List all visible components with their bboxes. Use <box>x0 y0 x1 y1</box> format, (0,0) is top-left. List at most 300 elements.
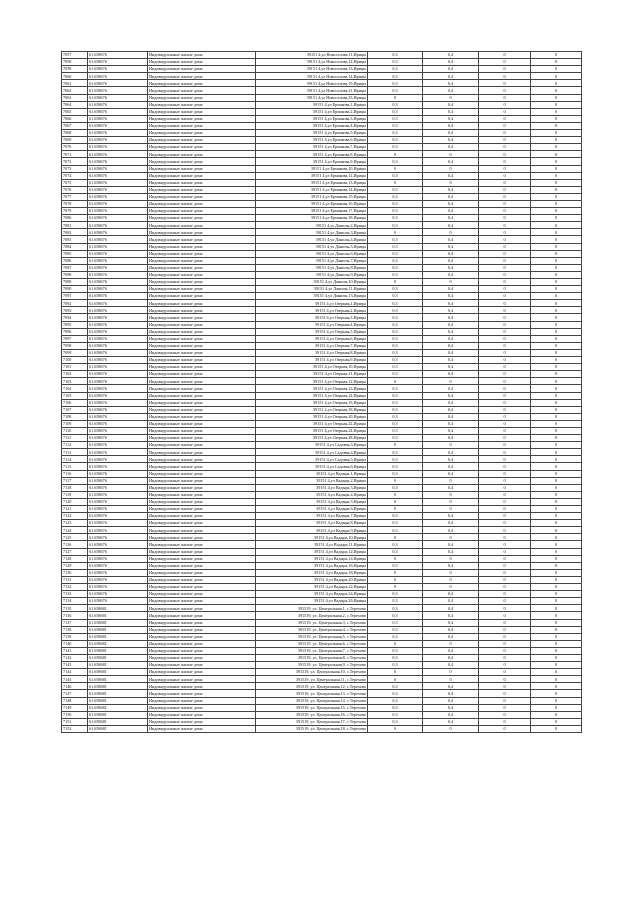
value-3-cell: 0 <box>479 137 531 144</box>
table-row <box>62 342 582 349</box>
address-cell: 39151 4,ул Ермакова,16,Ирицы <box>256 200 368 207</box>
building-type-cell: Индивидуальные жилые дома <box>148 491 256 498</box>
building-type-cell: Индивидуальные жилые дома <box>148 619 256 626</box>
value-3-cell: 0 <box>479 349 531 356</box>
code-cell: 61.658676 <box>88 101 148 108</box>
value-1-cell: 0,3 <box>368 463 423 470</box>
table-row <box>62 349 582 356</box>
building-type-cell: Индивидуальные жилые дома <box>148 534 256 541</box>
value-2-cell: 0,4 <box>423 314 479 321</box>
value-2-cell: 0,4 <box>423 80 479 87</box>
code-cell: 61.658676 <box>88 137 148 144</box>
value-2-cell: 0,4 <box>423 427 479 434</box>
building-type-cell: Индивидуальные жилые дома <box>148 250 256 257</box>
code-cell: 61.658676 <box>88 200 148 207</box>
value-4-cell: 0 <box>531 569 582 576</box>
address-cell: 39151 4,ул Озерная,5,Ирицы <box>256 328 368 335</box>
value-2-cell: 0,4 <box>423 144 479 151</box>
value-3-cell: 0 <box>479 165 531 172</box>
value-2-cell: 0,4 <box>423 108 479 115</box>
row-number-cell: 7127 <box>62 548 88 555</box>
address-cell: 39151 4,ул Озерная,9,Ирицы <box>256 357 368 364</box>
value-2-cell: 0,4 <box>423 87 479 94</box>
row-number-cell: 7094 <box>62 314 88 321</box>
value-1-cell: 0,3 <box>368 683 423 690</box>
value-1-cell: 0,3 <box>368 527 423 534</box>
code-cell: 61.658676 <box>88 555 148 562</box>
code-cell: 61.658676 <box>88 420 148 427</box>
code-cell: 61.658676 <box>88 328 148 335</box>
value-2-cell: 0,4 <box>423 541 479 548</box>
value-4-cell: 0 <box>531 222 582 229</box>
value-3-cell: 0 <box>479 555 531 562</box>
code-cell: 61.658676 <box>88 342 148 349</box>
value-3-cell: 0 <box>479 66 531 73</box>
building-type-cell: Индивидуальные жилые дома <box>148 640 256 647</box>
value-3-cell: 0 <box>479 527 531 534</box>
row-number-cell: 7062 <box>62 87 88 94</box>
row-number-cell: 7089 <box>62 279 88 286</box>
code-cell: 61.658676 <box>88 122 148 129</box>
address-cell: 39151 4,ул Данилы,11,Ирицы <box>256 286 368 293</box>
value-4-cell: 0 <box>531 562 582 569</box>
value-4-cell: 0 <box>531 619 582 626</box>
code-cell: 61.658676 <box>88 66 148 73</box>
row-number-cell: 7140 <box>62 640 88 647</box>
value-2-cell: 0,4 <box>423 690 479 697</box>
value-3-cell: 0 <box>479 435 531 442</box>
value-4-cell: 0 <box>531 484 582 491</box>
building-type-cell: Индивидуальные жилые дома <box>148 300 256 307</box>
table-row <box>62 335 582 342</box>
building-type-cell: Индивидуальные жилые дома <box>148 420 256 427</box>
row-number-cell: 7079 <box>62 208 88 215</box>
value-4-cell: 0 <box>531 165 582 172</box>
value-4-cell: 0 <box>531 66 582 73</box>
row-number-cell: 7124 <box>62 527 88 534</box>
value-4-cell: 0 <box>531 449 582 456</box>
row-number-cell: 7152 <box>62 725 88 732</box>
building-type-cell: Индивидуальные жилые дома <box>148 87 256 94</box>
value-4-cell: 0 <box>531 506 582 513</box>
value-4-cell: 0 <box>531 186 582 193</box>
address-cell: 39151 4,ул Вадыра,12,Ирицы <box>256 548 368 555</box>
value-1-cell: 0,3 <box>368 250 423 257</box>
address-cell: 39151 4,ул Ермакова,7,Ирицы <box>256 144 368 151</box>
address-cell: 391519, ул. Центральная,11, с.Терехово <box>256 676 368 683</box>
value-4-cell: 0 <box>531 328 582 335</box>
row-number-cell: 7122 <box>62 513 88 520</box>
value-4-cell: 0 <box>531 456 582 463</box>
table-row <box>62 619 582 626</box>
row-number-cell: 7066 <box>62 115 88 122</box>
building-type-cell: Индивидуальные жилые дома <box>148 633 256 640</box>
code-cell: 61.658681 <box>88 697 148 704</box>
table-row <box>62 491 582 498</box>
value-3-cell: 0 <box>479 484 531 491</box>
value-1-cell: 0,3 <box>368 342 423 349</box>
value-1-cell: 0 <box>368 165 423 172</box>
address-cell: 39151 4,ул Новоселова,21,Ирицы <box>256 87 368 94</box>
value-1-cell: 0,3 <box>368 300 423 307</box>
value-2-cell: 0 <box>423 569 479 576</box>
value-2-cell: 0,4 <box>423 591 479 598</box>
row-number-cell: 7123 <box>62 520 88 527</box>
value-2-cell: 0,4 <box>423 683 479 690</box>
building-type-cell: Индивидуальные жилые дома <box>148 52 256 59</box>
code-cell: 61.658676 <box>88 399 148 406</box>
value-4-cell: 0 <box>531 463 582 470</box>
register-table <box>61 51 582 733</box>
table-row <box>62 647 582 654</box>
row-number-cell: 7110 <box>62 427 88 434</box>
row-number-cell: 7077 <box>62 193 88 200</box>
value-4-cell: 0 <box>531 683 582 690</box>
value-4-cell: 0 <box>531 704 582 711</box>
row-number-cell: 7085 <box>62 250 88 257</box>
value-3-cell: 0 <box>479 534 531 541</box>
building-type-cell: Индивидуальные жилые дома <box>148 158 256 165</box>
row-number-cell: 7119 <box>62 491 88 498</box>
value-3-cell: 0 <box>479 420 531 427</box>
value-3-cell: 0 <box>479 513 531 520</box>
row-number-cell: 7063 <box>62 94 88 101</box>
building-type-cell: Индивидуальные жилые дома <box>148 399 256 406</box>
table-row <box>62 130 582 137</box>
value-4-cell: 0 <box>531 236 582 243</box>
value-3-cell: 0 <box>479 626 531 633</box>
building-type-cell: Индивидуальные жилые дома <box>148 371 256 378</box>
code-cell: 61.658676 <box>88 456 148 463</box>
value-2-cell: 0,4 <box>423 704 479 711</box>
address-cell: 39151 4,ул Озерная,3,Ирицы <box>256 314 368 321</box>
code-cell: 61.658681 <box>88 633 148 640</box>
value-4-cell: 0 <box>531 534 582 541</box>
register-rows <box>62 52 582 733</box>
row-number-cell: 7057 <box>62 52 88 59</box>
code-cell: 61.658676 <box>88 598 148 605</box>
value-4-cell: 0 <box>531 413 582 420</box>
code-cell: 61.658676 <box>88 449 148 456</box>
value-2-cell: 0,4 <box>423 626 479 633</box>
address-cell: 39151 4,ул Озерная,6,Ирицы <box>256 335 368 342</box>
value-3-cell: 0 <box>479 683 531 690</box>
value-4-cell: 0 <box>531 286 582 293</box>
row-number-cell: 7113 <box>62 449 88 456</box>
value-3-cell: 0 <box>479 236 531 243</box>
value-1-cell: 0,3 <box>368 513 423 520</box>
value-4-cell: 0 <box>531 158 582 165</box>
value-4-cell: 0 <box>531 491 582 498</box>
value-1-cell: 0,3 <box>368 548 423 555</box>
value-1-cell: 0,3 <box>368 427 423 434</box>
value-2-cell: 0,4 <box>423 385 479 392</box>
table-row <box>62 364 582 371</box>
value-3-cell: 0 <box>479 115 531 122</box>
value-4-cell: 0 <box>531 527 582 534</box>
address-cell: 39151 4,ул Ермакова,1,Ирицы <box>256 101 368 108</box>
value-3-cell: 0 <box>479 300 531 307</box>
building-type-cell: Индивидуальные жилые дома <box>148 208 256 215</box>
value-4-cell: 0 <box>531 215 582 222</box>
value-1-cell: 0,3 <box>368 654 423 661</box>
value-2-cell: 0,4 <box>423 186 479 193</box>
row-number-cell: 7102 <box>62 371 88 378</box>
address-cell: 39151 4,ул Данилы,10,Ирицы <box>256 279 368 286</box>
value-2-cell: 0,4 <box>423 215 479 222</box>
value-4-cell: 0 <box>531 193 582 200</box>
value-1-cell: 0 <box>368 491 423 498</box>
value-3-cell: 0 <box>479 122 531 129</box>
value-1-cell: 0 <box>368 498 423 505</box>
code-cell: 61.658676 <box>88 314 148 321</box>
table-row <box>62 399 582 406</box>
row-number-cell: 7139 <box>62 633 88 640</box>
value-2-cell: 0,4 <box>423 321 479 328</box>
code-cell: 61.658676 <box>88 435 148 442</box>
code-cell: 61.658676 <box>88 73 148 80</box>
row-number-cell: 7091 <box>62 293 88 300</box>
value-3-cell: 0 <box>479 271 531 278</box>
building-type-cell: Индивидуальные жилые дома <box>148 555 256 562</box>
code-cell: 61.658681 <box>88 704 148 711</box>
code-cell: 61.658676 <box>88 427 148 434</box>
value-1-cell: 0,3 <box>368 200 423 207</box>
value-2-cell: 0,4 <box>423 250 479 257</box>
table-row <box>62 506 582 513</box>
table-row <box>62 711 582 718</box>
value-3-cell: 0 <box>479 144 531 151</box>
row-number-cell: 7075 <box>62 179 88 186</box>
code-cell: 61.658676 <box>88 59 148 66</box>
address-cell: 391519, ул. Центральная,12, с.Терехово <box>256 683 368 690</box>
value-2-cell: 0,4 <box>423 293 479 300</box>
table-row <box>62 420 582 427</box>
address-cell: 391519, ул. Центральная,10, с.Терехово <box>256 669 368 676</box>
building-type-cell: Индивидуальные жилые дома <box>148 711 256 718</box>
value-2-cell: 0,4 <box>423 392 479 399</box>
value-4-cell: 0 <box>531 179 582 186</box>
building-type-cell: Индивидуальные жилые дома <box>148 612 256 619</box>
address-cell: 39151 4,ул Данилы,2,Ирицы <box>256 222 368 229</box>
value-3-cell: 0 <box>479 598 531 605</box>
row-number-cell: 7099 <box>62 349 88 356</box>
address-cell: 39151 4,ул Вадыра,7,Ирицы <box>256 513 368 520</box>
row-number-cell: 7093 <box>62 307 88 314</box>
value-2-cell: 0,4 <box>423 349 479 356</box>
table-row <box>62 576 582 583</box>
value-1-cell: 0 <box>368 669 423 676</box>
value-1-cell: 0 <box>368 584 423 591</box>
code-cell: 61.658676 <box>88 470 148 477</box>
code-cell: 61.658676 <box>88 591 148 598</box>
value-3-cell: 0 <box>479 576 531 583</box>
address-cell: 391519, ул. Центральная,15, с.Терехово <box>256 704 368 711</box>
building-type-cell: Индивидуальные жилые дома <box>148 80 256 87</box>
value-2-cell: 0,4 <box>423 172 479 179</box>
value-3-cell: 0 <box>479 229 531 236</box>
table-row <box>62 584 582 591</box>
value-1-cell: 0 <box>368 179 423 186</box>
value-3-cell: 0 <box>479 264 531 271</box>
table-row <box>62 215 582 222</box>
code-cell: 61.658676 <box>88 548 148 555</box>
building-type-cell: Индивидуальные жилые дома <box>148 584 256 591</box>
value-1-cell: 0,3 <box>368 357 423 364</box>
row-number-cell: 7101 <box>62 364 88 371</box>
value-4-cell: 0 <box>531 321 582 328</box>
code-cell: 61.658676 <box>88 94 148 101</box>
table-row <box>62 541 582 548</box>
value-2-cell: 0,4 <box>423 357 479 364</box>
value-2-cell: 0,4 <box>423 59 479 66</box>
value-2-cell: 0 <box>423 179 479 186</box>
row-number-cell: 7141 <box>62 647 88 654</box>
table-row <box>62 307 582 314</box>
building-type-cell: Индивидуальные жилые дома <box>148 520 256 527</box>
address-cell: 391519, ул. Центральная,4, с.Терехово <box>256 626 368 633</box>
value-1-cell: 0 <box>368 569 423 576</box>
table-row <box>62 640 582 647</box>
address-cell: 39151 4,ул Садовая,4,Ирицы <box>256 449 368 456</box>
building-type-cell: Индивидуальные жилые дома <box>148 101 256 108</box>
code-cell: 61.658676 <box>88 165 148 172</box>
table-row <box>62 633 582 640</box>
address-cell: 39151 4,ул Озерная,8,Ирицы <box>256 349 368 356</box>
table-row <box>62 569 582 576</box>
code-cell: 61.658676 <box>88 562 148 569</box>
address-cell: 391519, ул. Центральная,13, с.Терехово <box>256 690 368 697</box>
value-4-cell: 0 <box>531 307 582 314</box>
table-row <box>62 293 582 300</box>
code-cell: 61.658676 <box>88 484 148 491</box>
table-row <box>62 378 582 385</box>
value-2-cell: 0,4 <box>423 257 479 264</box>
value-4-cell: 0 <box>531 605 582 612</box>
row-number-cell: 7126 <box>62 541 88 548</box>
value-1-cell: 0,3 <box>368 186 423 193</box>
value-1-cell: 0,3 <box>368 598 423 605</box>
value-3-cell: 0 <box>479 427 531 434</box>
value-4-cell: 0 <box>531 250 582 257</box>
code-cell: 61.658676 <box>88 413 148 420</box>
value-4-cell: 0 <box>531 541 582 548</box>
table-row <box>62 704 582 711</box>
address-cell: 39151 4,ул Данилы,9,Ирицы <box>256 271 368 278</box>
value-2-cell: 0,4 <box>423 243 479 250</box>
value-3-cell: 0 <box>479 506 531 513</box>
value-3-cell: 0 <box>479 640 531 647</box>
value-4-cell: 0 <box>531 591 582 598</box>
table-row <box>62 158 582 165</box>
building-type-cell: Индивидуальные жилые дома <box>148 683 256 690</box>
building-type-cell: Индивидуальные жилые дома <box>148 548 256 555</box>
building-type-cell: Индивидуальные жилые дома <box>148 697 256 704</box>
value-1-cell: 0 <box>368 676 423 683</box>
code-cell: 61.658676 <box>88 541 148 548</box>
building-type-cell: Индивидуальные жилые дома <box>148 186 256 193</box>
building-type-cell: Индивидуальные жилые дома <box>148 179 256 186</box>
value-4-cell: 0 <box>531 392 582 399</box>
value-4-cell: 0 <box>531 151 582 158</box>
value-3-cell: 0 <box>479 477 531 484</box>
table-row <box>62 236 582 243</box>
building-type-cell: Индивидуальные жилые дома <box>148 378 256 385</box>
table-row <box>62 66 582 73</box>
value-1-cell: 0,3 <box>368 144 423 151</box>
table-row <box>62 101 582 108</box>
value-4-cell: 0 <box>531 598 582 605</box>
value-3-cell: 0 <box>479 357 531 364</box>
value-3-cell: 0 <box>479 399 531 406</box>
building-type-cell: Индивидуальные жилые дома <box>148 130 256 137</box>
building-type-cell: Индивидуальные жилые дома <box>148 357 256 364</box>
building-type-cell: Индивидуальные жилые дома <box>148 137 256 144</box>
value-4-cell: 0 <box>531 711 582 718</box>
value-2-cell: 0,4 <box>423 470 479 477</box>
value-3-cell: 0 <box>479 94 531 101</box>
code-cell: 61.658681 <box>88 711 148 718</box>
value-1-cell: 0,3 <box>368 399 423 406</box>
table-row <box>62 108 582 115</box>
value-4-cell: 0 <box>531 101 582 108</box>
building-type-cell: Индивидуальные жилые дома <box>148 626 256 633</box>
value-2-cell: 0,4 <box>423 208 479 215</box>
row-number-cell: 7149 <box>62 704 88 711</box>
building-type-cell: Индивидуальные жилые дома <box>148 364 256 371</box>
row-number-cell: 7145 <box>62 676 88 683</box>
table-row <box>62 449 582 456</box>
address-cell: 39151 4,ул Новоселова,23,Ирицы <box>256 94 368 101</box>
table-row <box>62 87 582 94</box>
value-2-cell: 0 <box>423 229 479 236</box>
value-3-cell: 0 <box>479 321 531 328</box>
value-1-cell: 0,3 <box>368 704 423 711</box>
building-type-cell: Индивидуальные жилые дома <box>148 463 256 470</box>
value-1-cell: 0,3 <box>368 449 423 456</box>
table-row <box>62 654 582 661</box>
value-2-cell: 0,4 <box>423 137 479 144</box>
table-row <box>62 442 582 449</box>
value-4-cell: 0 <box>531 697 582 704</box>
code-cell: 61.658676 <box>88 257 148 264</box>
value-3-cell: 0 <box>479 690 531 697</box>
code-cell: 61.658676 <box>88 442 148 449</box>
value-3-cell: 0 <box>479 676 531 683</box>
value-2-cell: 0,4 <box>423 193 479 200</box>
address-cell: 39151 4,ул Ермакова,17,Ирицы <box>256 208 368 215</box>
code-cell: 61.658676 <box>88 321 148 328</box>
building-type-cell: Индивидуальные жилые дома <box>148 413 256 420</box>
value-2-cell: 0,4 <box>423 598 479 605</box>
value-3-cell: 0 <box>479 371 531 378</box>
address-cell: 391519, ул. Центральная,1, с.Терехово <box>256 605 368 612</box>
value-4-cell: 0 <box>531 342 582 349</box>
code-cell: 61.658676 <box>88 477 148 484</box>
row-number-cell: 7150 <box>62 711 88 718</box>
address-cell: 39151 4,ул Ермакова,6,Ирицы <box>256 137 368 144</box>
value-1-cell: 0,3 <box>368 413 423 420</box>
value-2-cell: 0,4 <box>423 200 479 207</box>
value-4-cell: 0 <box>531 647 582 654</box>
table-row <box>62 662 582 669</box>
code-cell: 61.658676 <box>88 463 148 470</box>
table-row <box>62 456 582 463</box>
row-number-cell: 7082 <box>62 229 88 236</box>
value-1-cell: 0 <box>368 576 423 583</box>
code-cell: 61.658676 <box>88 158 148 165</box>
row-number-cell: 7142 <box>62 654 88 661</box>
